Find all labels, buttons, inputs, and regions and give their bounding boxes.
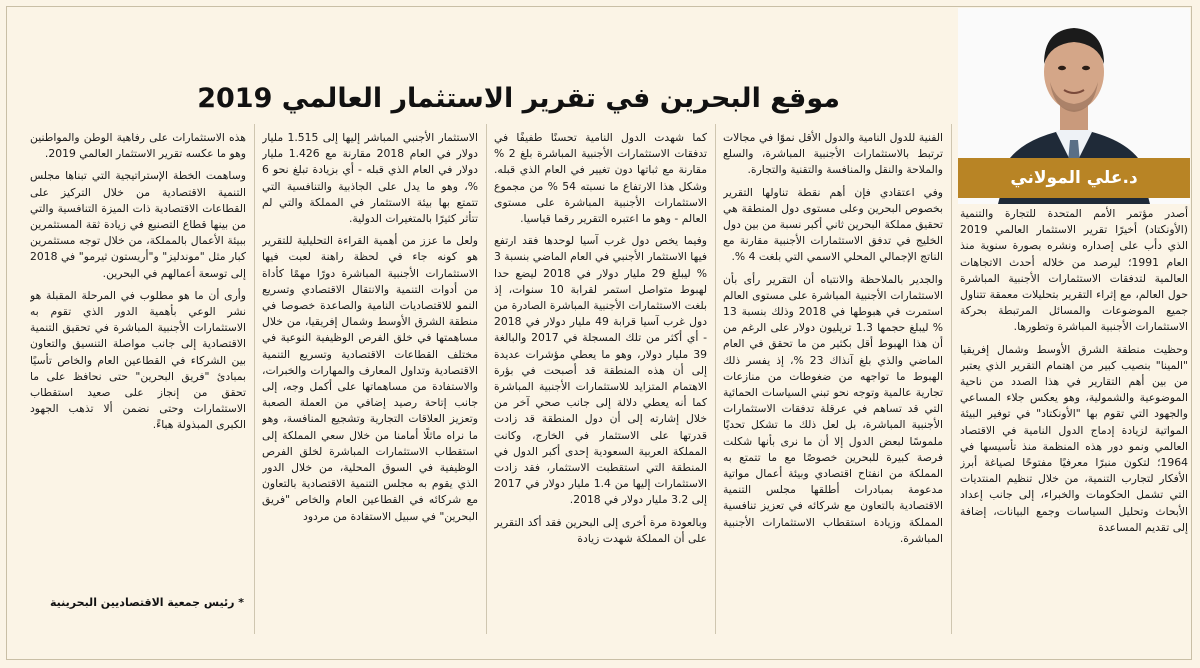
column-divider [486, 124, 487, 634]
paragraph: وأرى أن ما هو مطلوب في المرحلة المقبلة هو نشر الوعي بأهمية الدور الذي تقوم به الاستثمارات الأجنبية المباشرة في تحقيق التنمية الاقتصادية إلى جانب مواصلة التنسيق والتعاون بين الشركاء في القطاعين العام والخاص تأسيًا بمبادئ "فريق البحرين" حتى نحافظ على ما تحقق من إنجاز على صعيد استقطاب الاستثمارات وحتى نضمن ألا تذهب الجهود الكبرى المبذولة هباءً. [30, 288, 246, 432]
article-column-5 [30, 130, 246, 585]
author-footnote: * رئيس جمعية الاقتصاديين البحرينية [50, 596, 244, 609]
paragraph: والجدير بالملاحظة والانتباه أن التقرير رأى بأن الاستثمارات الأجنبية المباشرة على مستوى العالم استمرت في هبوطها في 2018 وذلك بنسبة 13 % ليبلغ حجمها 1.3 تريليون دولار على الرغم من أن هذا الهبوط أقل بكثير من ما تحقق في العام الماضي والذي بلغ آنذاك 23 %، إذ يفسر ذلك الهبوط ما تواجهه من ضغوطات من منازعات تجارية عالمية وتوجه نحو تبني السياسات الحمائية التي قد تساهم في عرقلة تدفقات الاستثمارات الأجنبية المباشرة، بل لعل ذلك ما تشكل تحديًا ملموسًا لبعض الدول إلا أن ما نرى بأنها شكلت فرصة كبيرة للبحرين خصوصًا مع ما تتمتع به المملكة من انفتاح اقتصادي وبيئة أعمال مواتية مدعومة بمبادرات أطلقها مجلس التنمية الاقتصادية بالتعاون مع شركائه في تعزيز تنافسية المملكة وزيادة استقطاب الاستثمارات الأجنبية المباشرة. [723, 272, 943, 545]
author-byline: د.علي المولاني [958, 158, 1190, 198]
paragraph: كما شهدت الدول النامية تحسنًا طفيفًا في تدفقات الاستثمارات الأجنبية المباشرة بلغ 2 % مقارنة مع ثباتها دون تغيير في العام الذي قبله. وشكل هذا الارتفاع ما نسبته 54 % من مجموع الاستثمارات الأجنبية المباشرة على مستوى العالم - وهو ما اعتبره التقرير رقما قياسيا. [494, 131, 707, 226]
paragraph: الفنية للدول النامية والدول الأقل نموًا في مجالات ترتبط بالاستثمارات الأجنبية المباشرة، والسلع والملاحة والنقل والمنافسة والتقنية والتجارة. [723, 131, 943, 177]
column-divider [254, 124, 255, 634]
paragraph: وحظيت منطقة الشرق الأوسط وشمال إفريقيا "المينا" بنصيب كبير من اهتمام التقرير الذي يعتبر من بين أهم التقارير في هذا الصدد من ناحية الموضوعية والشمولية، وهو يعكس جلاء المساعي والجهود التي تقوم بها "الأونكتاد" في توفير البيئة المواتية لزيادة إدماج الدول النامية في الاقتصاد العالمي ونمو دور هذه المنظمة منذ تأسيسها في 1964؛ لتكون منبرًا معرفيًا مفتوحًا لصياغة أبرز الأفكار لتجارب التنمية، من خلال تنظيم المنتديات التي تشمل الحكومات والخبراء، إلى جانب إعداد الأبحاث وتحليل السياسات وجمع البيانات، إضافة إلى تقديم المساعدة [960, 342, 1188, 534]
column-divider [715, 124, 716, 634]
column-divider [951, 124, 952, 634]
paragraph: ولعل ما عزز من أهمية القراءة التحليلية للتقرير هو كونه جاء في لحظة راهنة لعبت فيها الاستثمارات الأجنبية المباشرة دورًا مهمًا كأداة من أدوات التنمية والانتقال الاقتصادي وتسريع النمو للاقتصاديات النامية والصاعدة خصوصا في منطقة الشرق الأوسط وشمال إفريقيا، من خلال مساهمتها في خلق الفرص الوظيفية النوعية في مختلف القطاعات الاقتصادية وتسريع التنمية الاقتصادية وتداول المعارف والمهارات والخبرات، والاستفادة من مساهماتها على أكمل وجه، إلى جانب إتاحة رصيد إضافي من العملة الصعبة وتعزيز العلاقات التجارية وتشجيع المنافسة، وهو ما نراه ماثلًا أمامنا من خلال سعي المملكة إلى استقطاب الاستثمارات المباشرة لخلق الفرص الوظيفية في السوق المحلية، من خلال الدور الذي يقوم به مجلس التنمية الاقتصادية بالتعاون مع شركائه في القطاعين العام والخاص "فريق البحرين" في سبيل الاستفادة من مردود [262, 234, 478, 523]
article-column-3 [494, 130, 707, 635]
paragraph: وبالعودة مرة أخرى إلى البحرين فقد أكد التقرير على أن المملكة شهدت زيادة [494, 515, 707, 545]
paragraph: أصدر مؤتمر الأمم المتحدة للتجارة والتنمية (الأونكتاد) أخيرًا تقرير الاستثمار العالمي 2019 الذي دأب على إصداره ونشره بصورة سنوية منذ العام 1991؛ ليرصد من خلاله أحدث الاتجاهات العالمية لتدفقات الاستثمارات الأجنبية المباشرة حول العالم، مع إثراء التقرير بتحليلات معمقة تتناول جميع الموضوعات والمسائل المرتبطة بحركة الاستثمارات الأجنبية المباشرة وتطورها. [960, 207, 1188, 334]
paragraph: هذه الاستثمارات على رفاهية الوطن والمواطنين وهو ما عكسه تقرير الاستثمار العالمي 2019. [30, 131, 246, 161]
article-column-1 [960, 206, 1188, 636]
paragraph: وساهمت الخطة الإستراتيجية التي تبناها مجلس التنمية الاقتصادية من خلال التركيز على القطاعات الاقتصادية ذات الميزة التنافسية والتي من بينها قطاع التصنيع في زيادة ثقة المستثمرين ببيئة الأعمال بالمملكة، من خلال توجه مستثمرين كبار مثل "موندليز" و"أريستون ثيرمو" في 2018 إلى توسعة أعمالهم في البحرين. [30, 169, 246, 280]
paragraph: وفي اعتقادي فإن أهم نقطة تناولها التقرير بخصوص البحرين وعلى مستوى دول المنطقة هي تحقيق مملكة البحرين ثاني أكبر نسبة من بين دول الخليج في تدفق الاستثمارات الأجنبية مقارنة مع الناتج الإجمالي المحلي الاسمي التي بلغت 4 %. [723, 185, 943, 264]
article-column-4 [262, 130, 478, 635]
article-title: موقع البحرين في تقرير الاستثمار العالمي 2019 [197, 83, 840, 114]
paragraph: الاستثمار الأجنبي المباشر إليها إلى 1.515 مليار دولار في العام 2018 مقارنة مع 1.426 مليار دولار في العام الذي قبله - أي بزيادة تبلغ نحو 6 %، وهو ما يدل على الجاذبية والتنافسية التي تتمتع بها بيئة الاستثمار في المملكة والتي لم تتأثر كثيرًا بالمتغيرات الدولية. [262, 131, 478, 226]
article-column-2 [723, 130, 943, 635]
paragraph: وفيما يخص دول غرب آسيا لوحدها فقد ارتفع فيها الاستثمار الأجنبي في العام الماضي بنسبة 3 % ليبلغ 29 مليار دولار في 2018 ليضع حدا لهبوط متواصل استمر لقرابة 10 سنوات، إذ بلغت الاستثمارات الأجنبية المباشرة الصادرة من دول غرب آسيا قرابة 49 مليار دولار في 2018 - أي أكثر من تلك المسجلة في 2017 والبالغة 39 مليار دولار، وهو ما يعطي مؤشرات عديدة إلى أن هذه المنطقة قد أصبحت في بؤرة الاهتمام المتزايد للاستثمارات الأجنبية المباشرة كما أنه يعطي دلالة إلى جانب صحي آخر من خلال إشارته إلى أن دول المنطقة قد زادت قدرتها على الاستثمار في الخارج، وكانت المملكة العربية السعودية إحدى أكبر الدول في المنطقة التي استقطبت الاستثمار، فقد زادت الاستثمارات إليها من 1.4 مليار دولار في 2017 إلى 3.2 مليار دولار في 2018. [494, 234, 707, 507]
